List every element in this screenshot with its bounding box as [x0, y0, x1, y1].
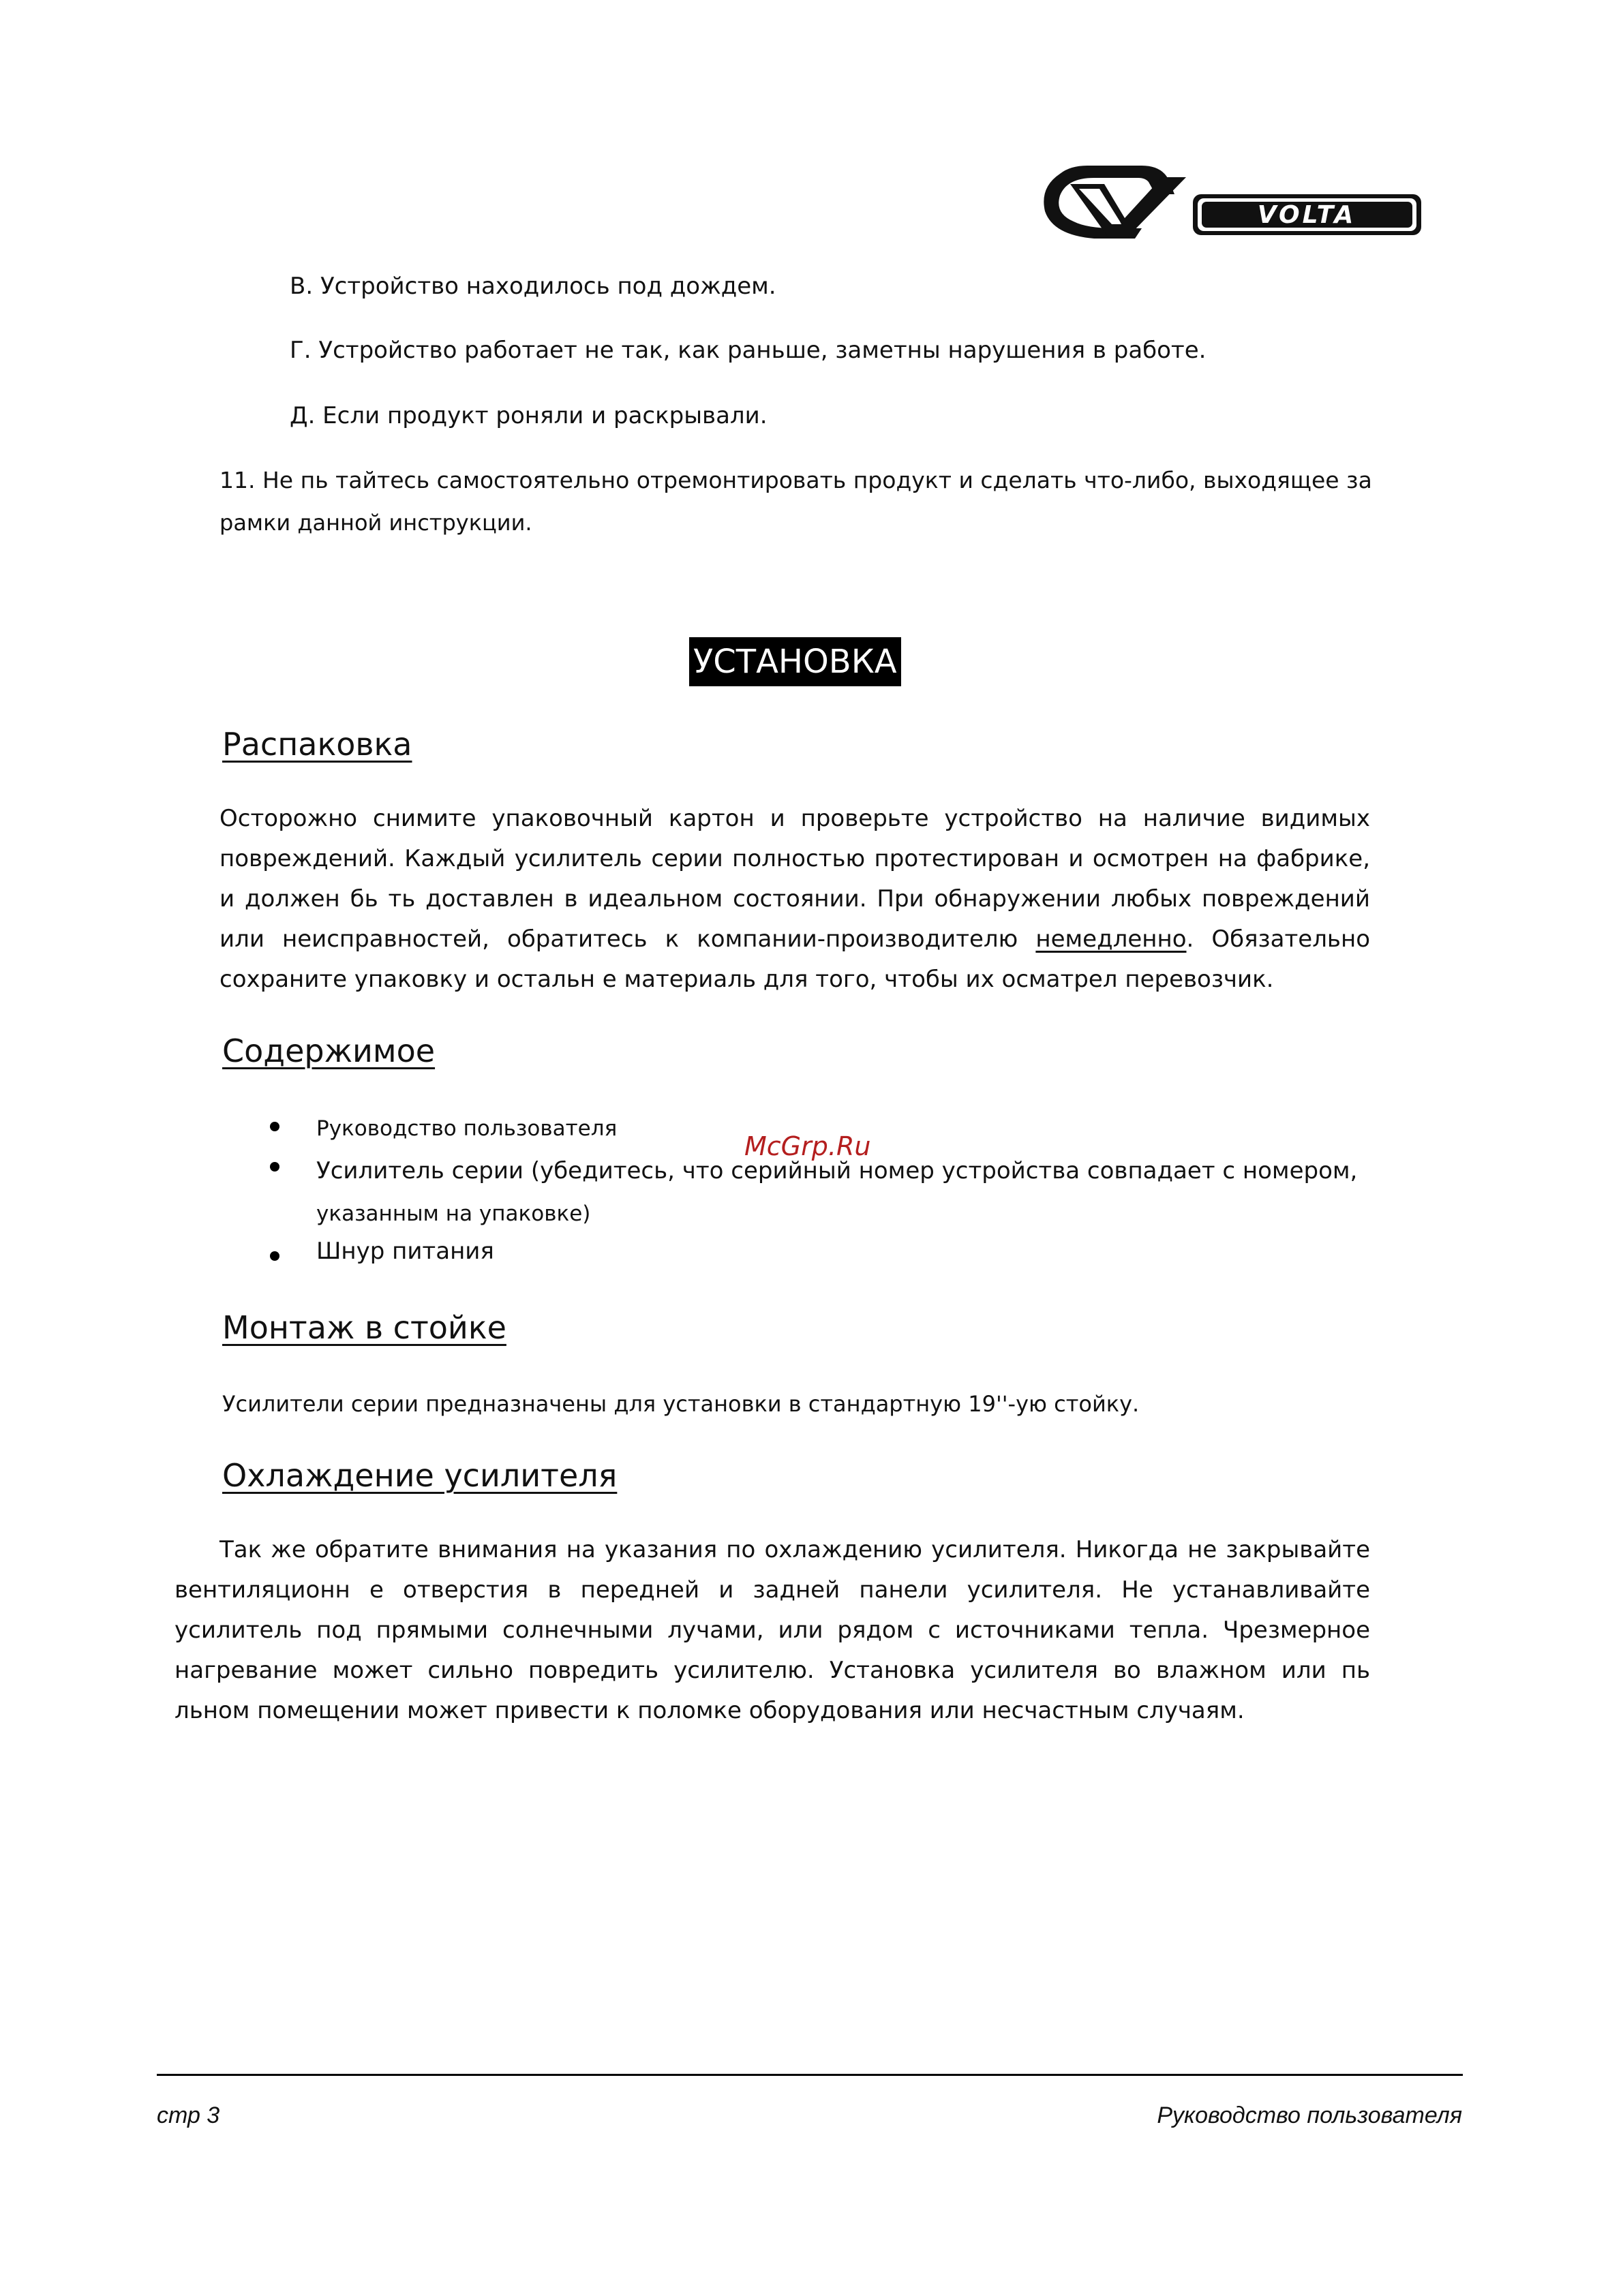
volta-logo-mark	[1040, 153, 1428, 242]
rack-text: Усилители серии предназначены для установки в стандартную 19''-ую стойку.	[222, 1391, 1140, 1417]
intro-item-g: Г. Устройство работает не так, как раньше, заметны нарушения в работе.	[290, 337, 1207, 364]
contents-item-power-cord: Шнур питания	[316, 1238, 494, 1265]
bullet-dot-2	[270, 1162, 279, 1172]
cooling-heading: Охлаждение усилителя	[222, 1457, 618, 1494]
bullet-dot-1	[270, 1122, 279, 1131]
section-title-installation: УСТАНОВКА	[689, 637, 901, 686]
unpacking-paragraph	[219, 799, 1370, 1000]
contents-item-amplifier: Усилитель серии (убедитесь, что серийный номер устройства совпадает с номером,	[316, 1157, 1358, 1184]
footer-document-title: Руководство пользователя	[1157, 2102, 1462, 2128]
intro-item-11-line1: 11. Не пь тайтесь самостоятельно отремонтировать продукт и сделать что-либо, выходящее за	[219, 467, 1372, 493]
contents-item-manual: Руководство пользователя	[316, 1116, 618, 1141]
unpacking-text-emphasis: немедленно	[1035, 925, 1187, 953]
rack-heading: Монтаж в стойке	[222, 1309, 506, 1346]
unpacking-text-part2: . Обязательно сохраните упаковку и остальн е материаль для того, чтобы их осматрел перевозчик.	[219, 925, 1370, 993]
footer-page-number: стр 3	[157, 2102, 220, 2128]
unpacking-text-part1: Осторожно снимите упаковочный картон и проверьте устройство на наличие видимых повреждений. Каждый усилитель серии полностью протестирован и осмотрен на фабрике, и должен бь ть доставлен в идеальном состоянии. При обнаружении любых повреждений или неисправностей, обратитесь к компании-производителю	[219, 805, 1370, 953]
watermark: McGrp.Ru	[744, 1131, 871, 1161]
intro-item-v: В. Устройство находилось под дождем.	[290, 273, 776, 300]
volta-logo	[1040, 153, 1428, 242]
unpacking-heading: Распаковка	[222, 726, 412, 763]
footer-divider	[157, 2074, 1463, 2076]
cooling-paragraph: Так же обратите внимания на указания по охлаждению усилителя. Никогда не закрывайте вентиляционн е отверстия в передней и задней панели усилителя. Не устанавливайте усилитель под прямыми солнечными лучами, или рядом с источниками тепла. Чрезмерное нагревание может сильно повредить усилителю. Установка усилителя во влажном или пь льном помещении может привести к поломке оборудования или несчастным случаям.	[175, 1536, 1370, 1724]
bullet-dot-3	[270, 1251, 279, 1261]
volta-logo-text: VOLTA	[1257, 201, 1356, 229]
intro-item-d: Д. Если продукт роняли и раскрывали.	[290, 402, 768, 429]
intro-item-11-line2: рамки данной инструкции.	[219, 510, 532, 536]
contents-item-amplifier-cont: указанным на упаковке)	[316, 1201, 591, 1226]
contents-heading: Содержимое	[222, 1032, 436, 1069]
